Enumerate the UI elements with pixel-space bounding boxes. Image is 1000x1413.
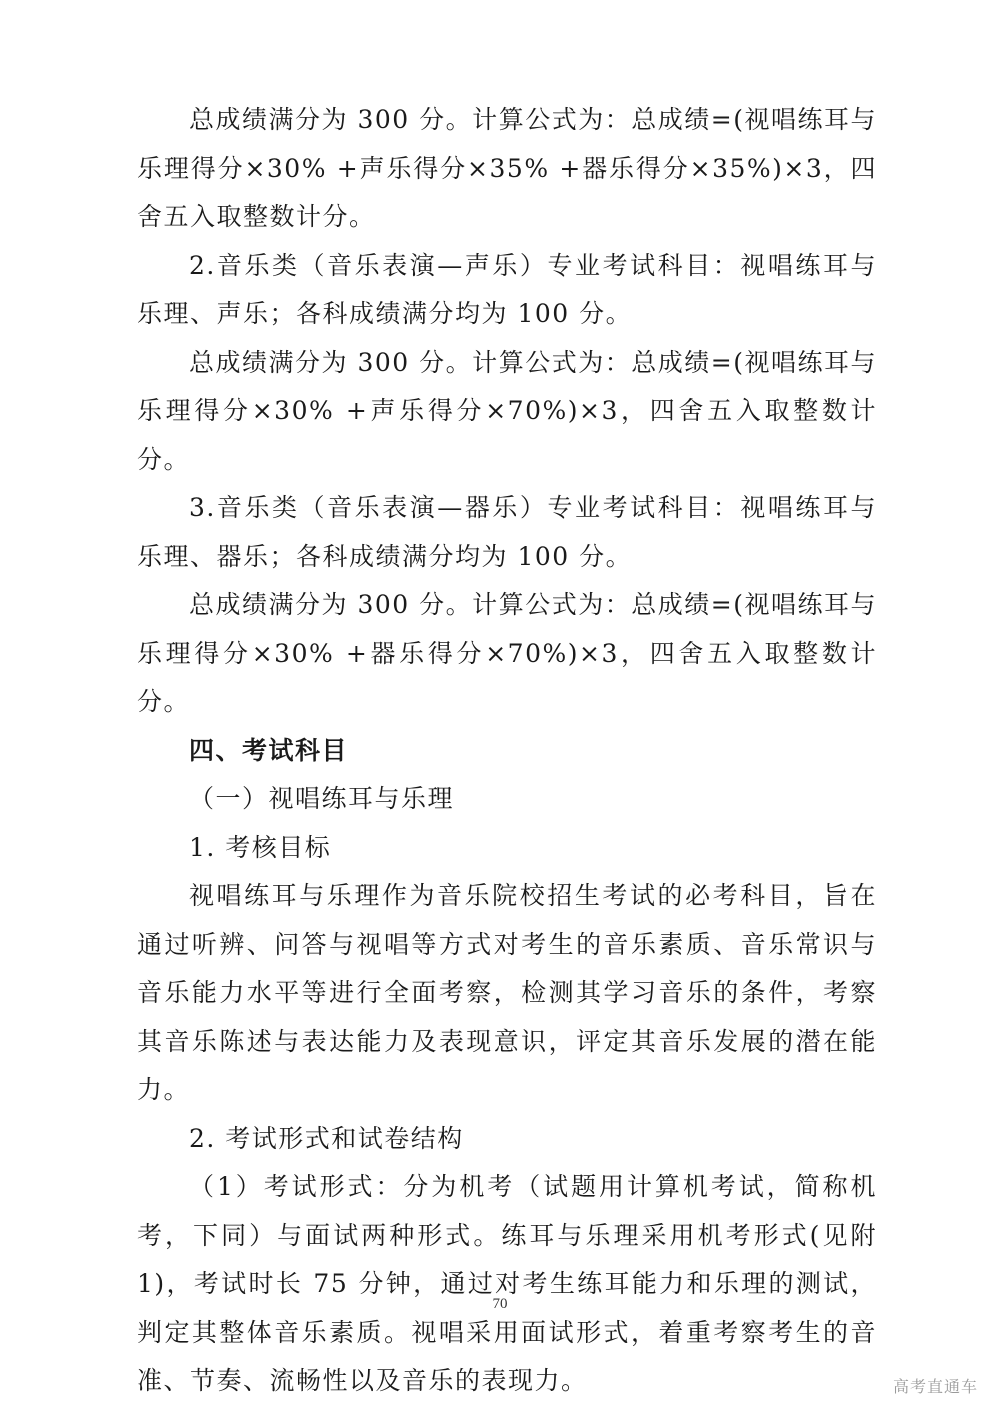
paragraph-assessment-goal: 视唱练耳与乐理作为音乐院校招生考试的必考科目，旨在通过听辨、问答与视唱等方式对考生的音乐素质、音乐常识与音乐能力水平等进行全面考察，检测其学习音乐的条件，考察其音乐陈述与表达能力及表现意识，评定其音乐发展的潜在能力。 <box>137 881 877 1104</box>
page-number: 70 <box>492 1296 508 1312</box>
document-body <box>137 96 877 1406</box>
paragraph-score-formula-1: 总成绩满分为 300 分。计算公式为：总成绩=(视唱练耳与乐理得分×30% +声乐得分×35% +器乐得分×35%)×3，四舍五入取整数计分。 <box>137 105 877 231</box>
subsection-heading-solfege-theory: （一）视唱练耳与乐理 <box>189 784 455 813</box>
item-heading-assessment-goal: 1. 考核目标 <box>189 832 332 862</box>
paragraph-score-formula-3: 总成绩满分为 300 分。计算公式为：总成绩=(视唱练耳与乐理得分×30% +器乐得分×70%)×3，四舍五入取整数计分。 <box>137 590 877 716</box>
watermark-text: 高考直通车 <box>892 1377 978 1396</box>
section-heading-exam-subjects: 四、考试科目 <box>189 735 349 765</box>
item-heading-exam-format: 2. 考试形式和试卷结构 <box>189 1123 464 1153</box>
paragraph-score-formula-2: 总成绩满分为 300 分。计算公式为：总成绩=(视唱练耳与乐理得分×30% +声乐得分×70%)×3，四舍五入取整数计分。 <box>137 347 877 474</box>
paragraph-instrumental-subjects: 3.音乐类（音乐表演—器乐）专业考试科目：视唱练耳与乐理、器乐；各科成绩满分均为 100 分。 <box>137 493 877 571</box>
paragraph-vocal-subjects: 2.音乐类（音乐表演—声乐）专业考试科目：视唱练耳与乐理、声乐；各科成绩满分均为 100 分。 <box>137 250 877 328</box>
paragraph-exam-format: （1）考试形式：分为机考（试题用计算机考试，简称机考，下同）与面试两种形式。练耳与乐理采用机考形式(见附1)，考试时长 75 分钟，通过对考生练耳能力和乐理的测试，判定其整体音乐素质。视唱采用面试形式，着重考察考生的音准、节奏、流畅性以及音乐的表现力。 <box>137 1172 877 1395</box>
